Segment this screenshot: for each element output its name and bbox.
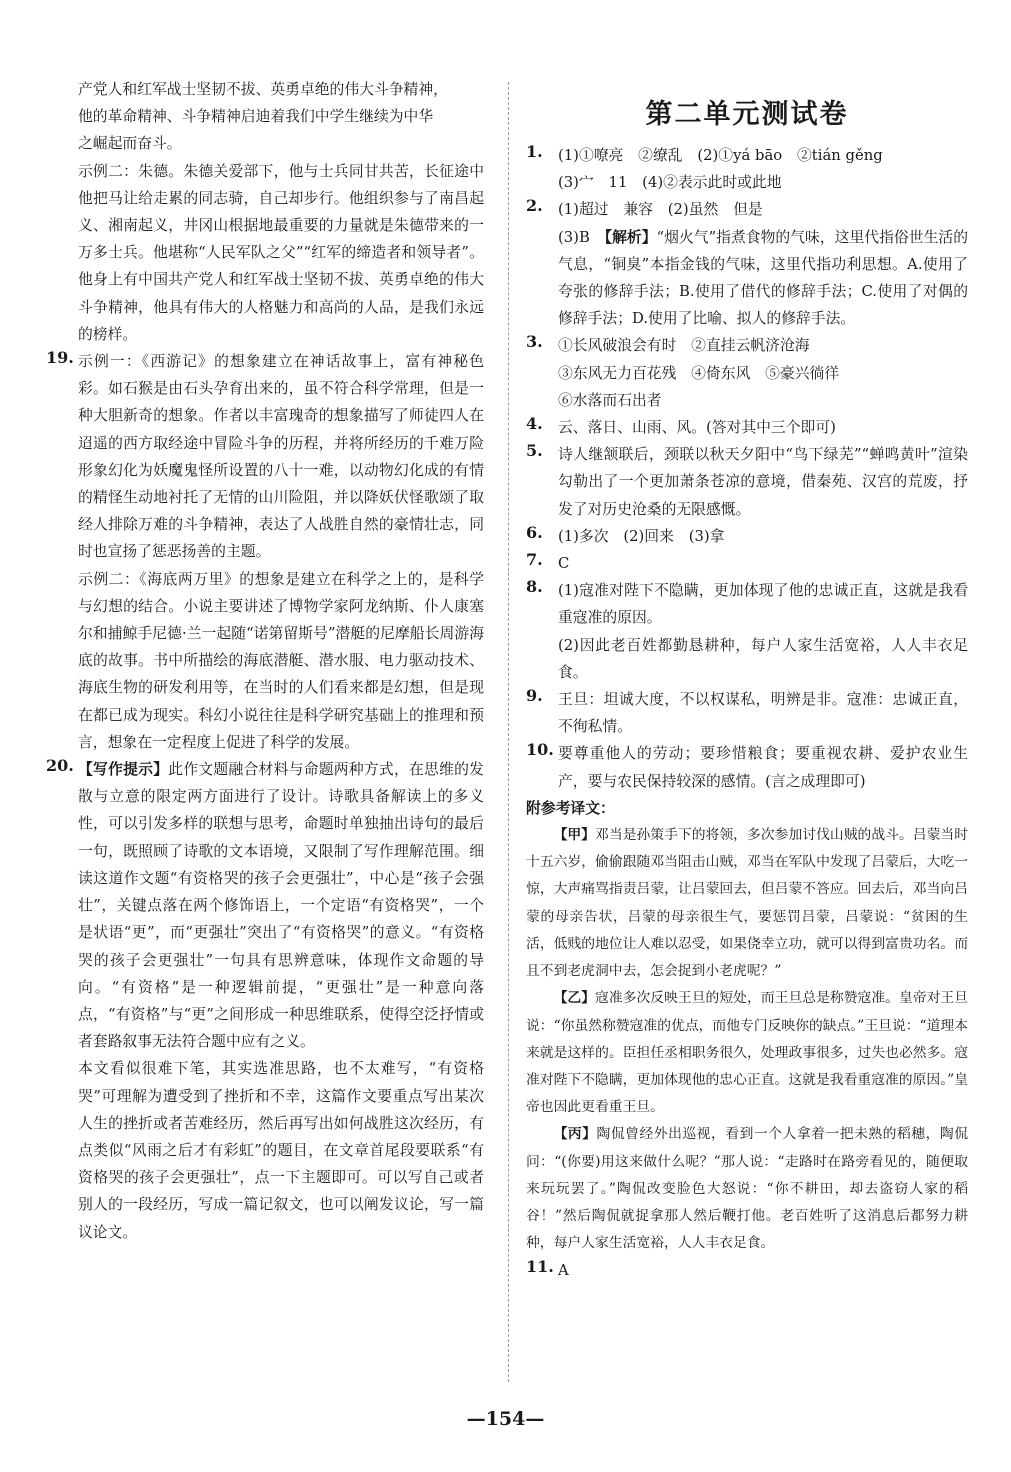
q3-line: ③东风无力百花残 ④倚东风 ⑤豪兴徜徉 (558, 364, 840, 382)
question-10 (526, 740, 968, 794)
q19-example1: 示例一：《西游记》的想象建立在神话故事上，富有神秘色彩。如石猴是由石头孕育出来的，虽不符合科学常理，但是一种大胆新奇的想象。作者以丰富瑰奇的想象描写了师徒四人在迢遥的西方取经途中冒险斗争的历程，并将所经历的千难万险形象幻化为妖魔鬼怪所设置的八十一难，以动物幻化成的有情的精怪生动地衬托了无情的山川险阻，并以降妖伏怪歌颂了取经人排除万难的斗争精神，表达了人战胜自然的豪情壮志，同时也宣扬了惩恶扬善的主题。 (78, 353, 484, 561)
q6-number: 6. (526, 522, 543, 542)
q2-answer: (3)B (558, 228, 605, 246)
q20-guidance: 本文看似很难下笔，其实选准思路，也不太难写，“有资格哭”可理解为遭受到了挫折和不幸，这篇作文要重点写出某次人生的挫折或者苦难经历，然后再写出如何战胜这次经历，有点类似“风雨之后才有彩虹”的题目，在文章首尾段要联系“有资格哭的孩子会更强壮”，点一下主题即可。可以写自己或者别人的一段经历，写成一篇记叙文，也可以阐发议论，写一篇议论文。 (78, 1060, 484, 1241)
jia-text: 邓当是孙策手下的将领，多次参加讨伐山贼的战斗。吕蒙当时十五六岁，偷偷跟随邓当阻击山贼，邓当在军队中发现了吕蒙后，大吃一惊，大声痛骂指责吕蒙，让吕蒙回去，但吕蒙不答应。回去后，邓当向吕蒙的母亲告状，吕蒙的母亲很生气，要惩罚吕蒙，吕蒙说：“贫困的生活，低贱的地位让人难以忍受，如果侥幸立功，就可以得到富贵功名。而且不到老虎洞中去，怎会捉到小老虎呢？” (526, 827, 969, 980)
translation-jia (526, 822, 968, 985)
right-column (526, 76, 968, 1285)
q9-number: 9. (526, 686, 543, 706)
continued-line: 他的革命精神、斗争精神启迪着我们中学生继续为中华 (78, 108, 434, 126)
q2-analysis-text: “烟火气”指煮食物的气味，这里代指俗世生活的气息，“铜臭”本指金钱的气味，这里代指功利思想。A.使用了夸张的修辞手法；B.使用了借代的修辞手法；C.使用了对偶的修辞手法；D.使用了比喻、拟人的修辞手法。 (558, 228, 968, 328)
q2-line: (1)超过 兼容 (2)虽然 但是 (558, 201, 763, 219)
q8-number: 8. (526, 577, 543, 597)
q7-number: 7. (526, 550, 543, 570)
question-5 (526, 441, 968, 523)
q1-line: (3)宀 11 (4)②表示此时或此地 (558, 174, 782, 192)
translation-bing (526, 1121, 968, 1257)
q20-hint (78, 756, 484, 1055)
question-1 (526, 142, 968, 196)
q5-number: 5. (526, 441, 543, 461)
q19-example2: 示例二：《海底两万里》的想象是建立在科学之上的，是科学与幻想的结合。小说主要讲述了博物学家阿龙纳斯、仆人康塞尔和捕鲸手尼德·兰一起随“诺第留斯号”潜艇的尼摩船长周游海底的故事。书中所描绘的海底潜艇、潜水服、电力驱动技术、海底生物的研发利用等，在当时的人们看来都是幻想，但是现在都已成为现实。科幻小说往往是科学研究基础上的推理和预言，想象在一定程度上促进了科学的发展。 (78, 570, 484, 751)
jia-tag: 【甲】 (553, 827, 596, 844)
q10-number: 10. (526, 740, 554, 760)
question-4 (526, 414, 968, 441)
q11-answer: A (558, 1262, 569, 1280)
question-2 (526, 196, 968, 332)
q20-hint-text: 此作文题融合材料与命题两种方式，在思维的发散与立意的限定两方面进行了设计。诗歌具备解读上的多义性，可以引发多样的联想与思考，命题时单独抽出诗句的最后一句，既照顾了诗歌的文本语境，又限制了写作理解范围。细读这道作文题“有资格哭的孩子会更强壮”，中心是“孩子会强壮”，关键点落在两个修饰语上，一个定语“有资格哭”，一个是状语“更”，而“更强壮”突出了“有资格哭”的意义。“有资格哭的孩子会更强壮”一句具有思辨意味，体现作文命题的导向。“有资格”是一种逻辑前提，“更强壮”是一种意向落点，“有资格”与“更”之间形成一种思维联系，使得空泛抒情或者套路叙事无法符合题中应有之义。 (78, 761, 484, 1051)
bing-text: 陶侃曾经外出巡视，看到一个人拿着一把未熟的稻穗，陶侃问：“(你要)用这来做什么呢？”那人说：“走路时在路旁看见的，随便取来玩玩罢了。”陶侃改变脸色大怒说：“你不耕田，却去盗窃人家的稻谷！”然后陶侃就捉拿那人然后鞭打他。老百姓听了这消息后都努力耕种，每户人家生活宽裕，人人丰衣足食。 (526, 1126, 969, 1252)
writing-hint-tag: 【写作提示】 (78, 761, 169, 779)
question-9 (526, 686, 968, 740)
question-7 (526, 550, 968, 577)
q20-number: 20. (46, 756, 74, 776)
question-19 (46, 348, 484, 756)
question-6 (526, 523, 968, 550)
yi-text: 寇准多次反映王旦的短处，而王旦总是称赞寇准。皇帝对王旦说：“你虽然称赞寇准的优点，而他专门反映你的缺点。”王旦说：“道理本来就是这样的。臣担任丞相职务很久，处理政事很多，过失也必然多。寇准对陛下不隐瞒，更加体现他的忠心正直。这就是我看重寇准的原因。”皇帝也因此更看重王旦。 (526, 990, 969, 1116)
q18-example2: 示例二：朱德。朱德关爱部下，他与士兵同甘共苦，长征途中他把马让给走累的同志骑，自己却步行。他组织参与了南昌起义、湘南起义，井冈山根据地最重要的力量就是朱德带来的一万多士兵。他堪称“人民军队之父”“红军的缔造者和领导者”。他身上有中国共产党人和红军战士坚韧不拔、英勇卓绝的伟大斗争精神，他具有伟大的人格魅力和高尚的人品，是我们永远的榜样。 (78, 162, 484, 343)
q3-line: ⑥水落而石出者 (558, 391, 662, 409)
q1-number: 1. (526, 142, 543, 161)
q5-answer: 诗人继颔联后，颈联以秋天夕阳中“鸟下绿芜”“蝉鸣黄叶”渲染勾勒出了一个更加萧条苍凉的意境，借秦苑、汉宫的荒废，抒发了对历史沧桑的无限感慨。 (558, 446, 968, 518)
yi-tag: 【乙】 (553, 990, 596, 1007)
translation-yi (526, 985, 968, 1121)
q1-line: (1)①嘹亮 ②缭乱 (2)①yá bāo ②tián gěng (558, 147, 883, 164)
q4-answer: 云、落日、山雨、风。(答对其中三个即可) (558, 419, 836, 437)
reference-translation-heading: 附参考译文： (526, 799, 615, 817)
continued-line: 产党人和红军战士坚韧不拔、英勇卓绝的伟大斗争精神， (78, 81, 448, 98)
q10-answer: 要尊重他人的劳动；要珍惜粮食；要重视农耕、爱护农业生产，要与农民保持较深的感情。(言之成理即可) (558, 745, 968, 790)
q11-number: 11. (526, 1257, 554, 1277)
q3-number: 3. (526, 332, 543, 352)
question-3 (526, 332, 968, 414)
q6-answer: (1)多次 (2)回来 (3)拿 (558, 527, 725, 545)
q19-number: 19. (46, 348, 74, 368)
column-divider (508, 82, 509, 1382)
q3-line: ①长风破浪会有时 ②直挂云帆济沧海 (558, 337, 810, 355)
bing-tag: 【丙】 (553, 1126, 597, 1143)
continued-line: 之崛起而奋斗。 (78, 135, 182, 153)
analysis-tag: 【解析】 (604, 228, 657, 246)
question-11 (526, 1257, 968, 1284)
question-8 (526, 577, 968, 686)
q2-number: 2. (526, 196, 543, 216)
q8-answer: (1)寇准对陛下不隐瞒，更加体现了他的忠诚正直，这就是我看重寇准的原因。 (558, 582, 968, 627)
question-20 (46, 756, 484, 1246)
q7-answer: C (558, 555, 570, 573)
q9-answer: 王旦：坦诚大度，不以权谋私，明辨是非。寇准：忠诚正直，不徇私情。 (558, 691, 968, 736)
page-number: —154— (466, 1408, 545, 1430)
left-column (46, 76, 484, 1246)
q4-number: 4. (526, 414, 543, 434)
q2-analysis (558, 224, 968, 333)
q8-answer: (2)因此老百姓都勤恳耕种，每户人家生活宽裕，人人丰衣足食。 (558, 636, 968, 681)
page-title: 第二单元测试卷 (645, 99, 849, 130)
